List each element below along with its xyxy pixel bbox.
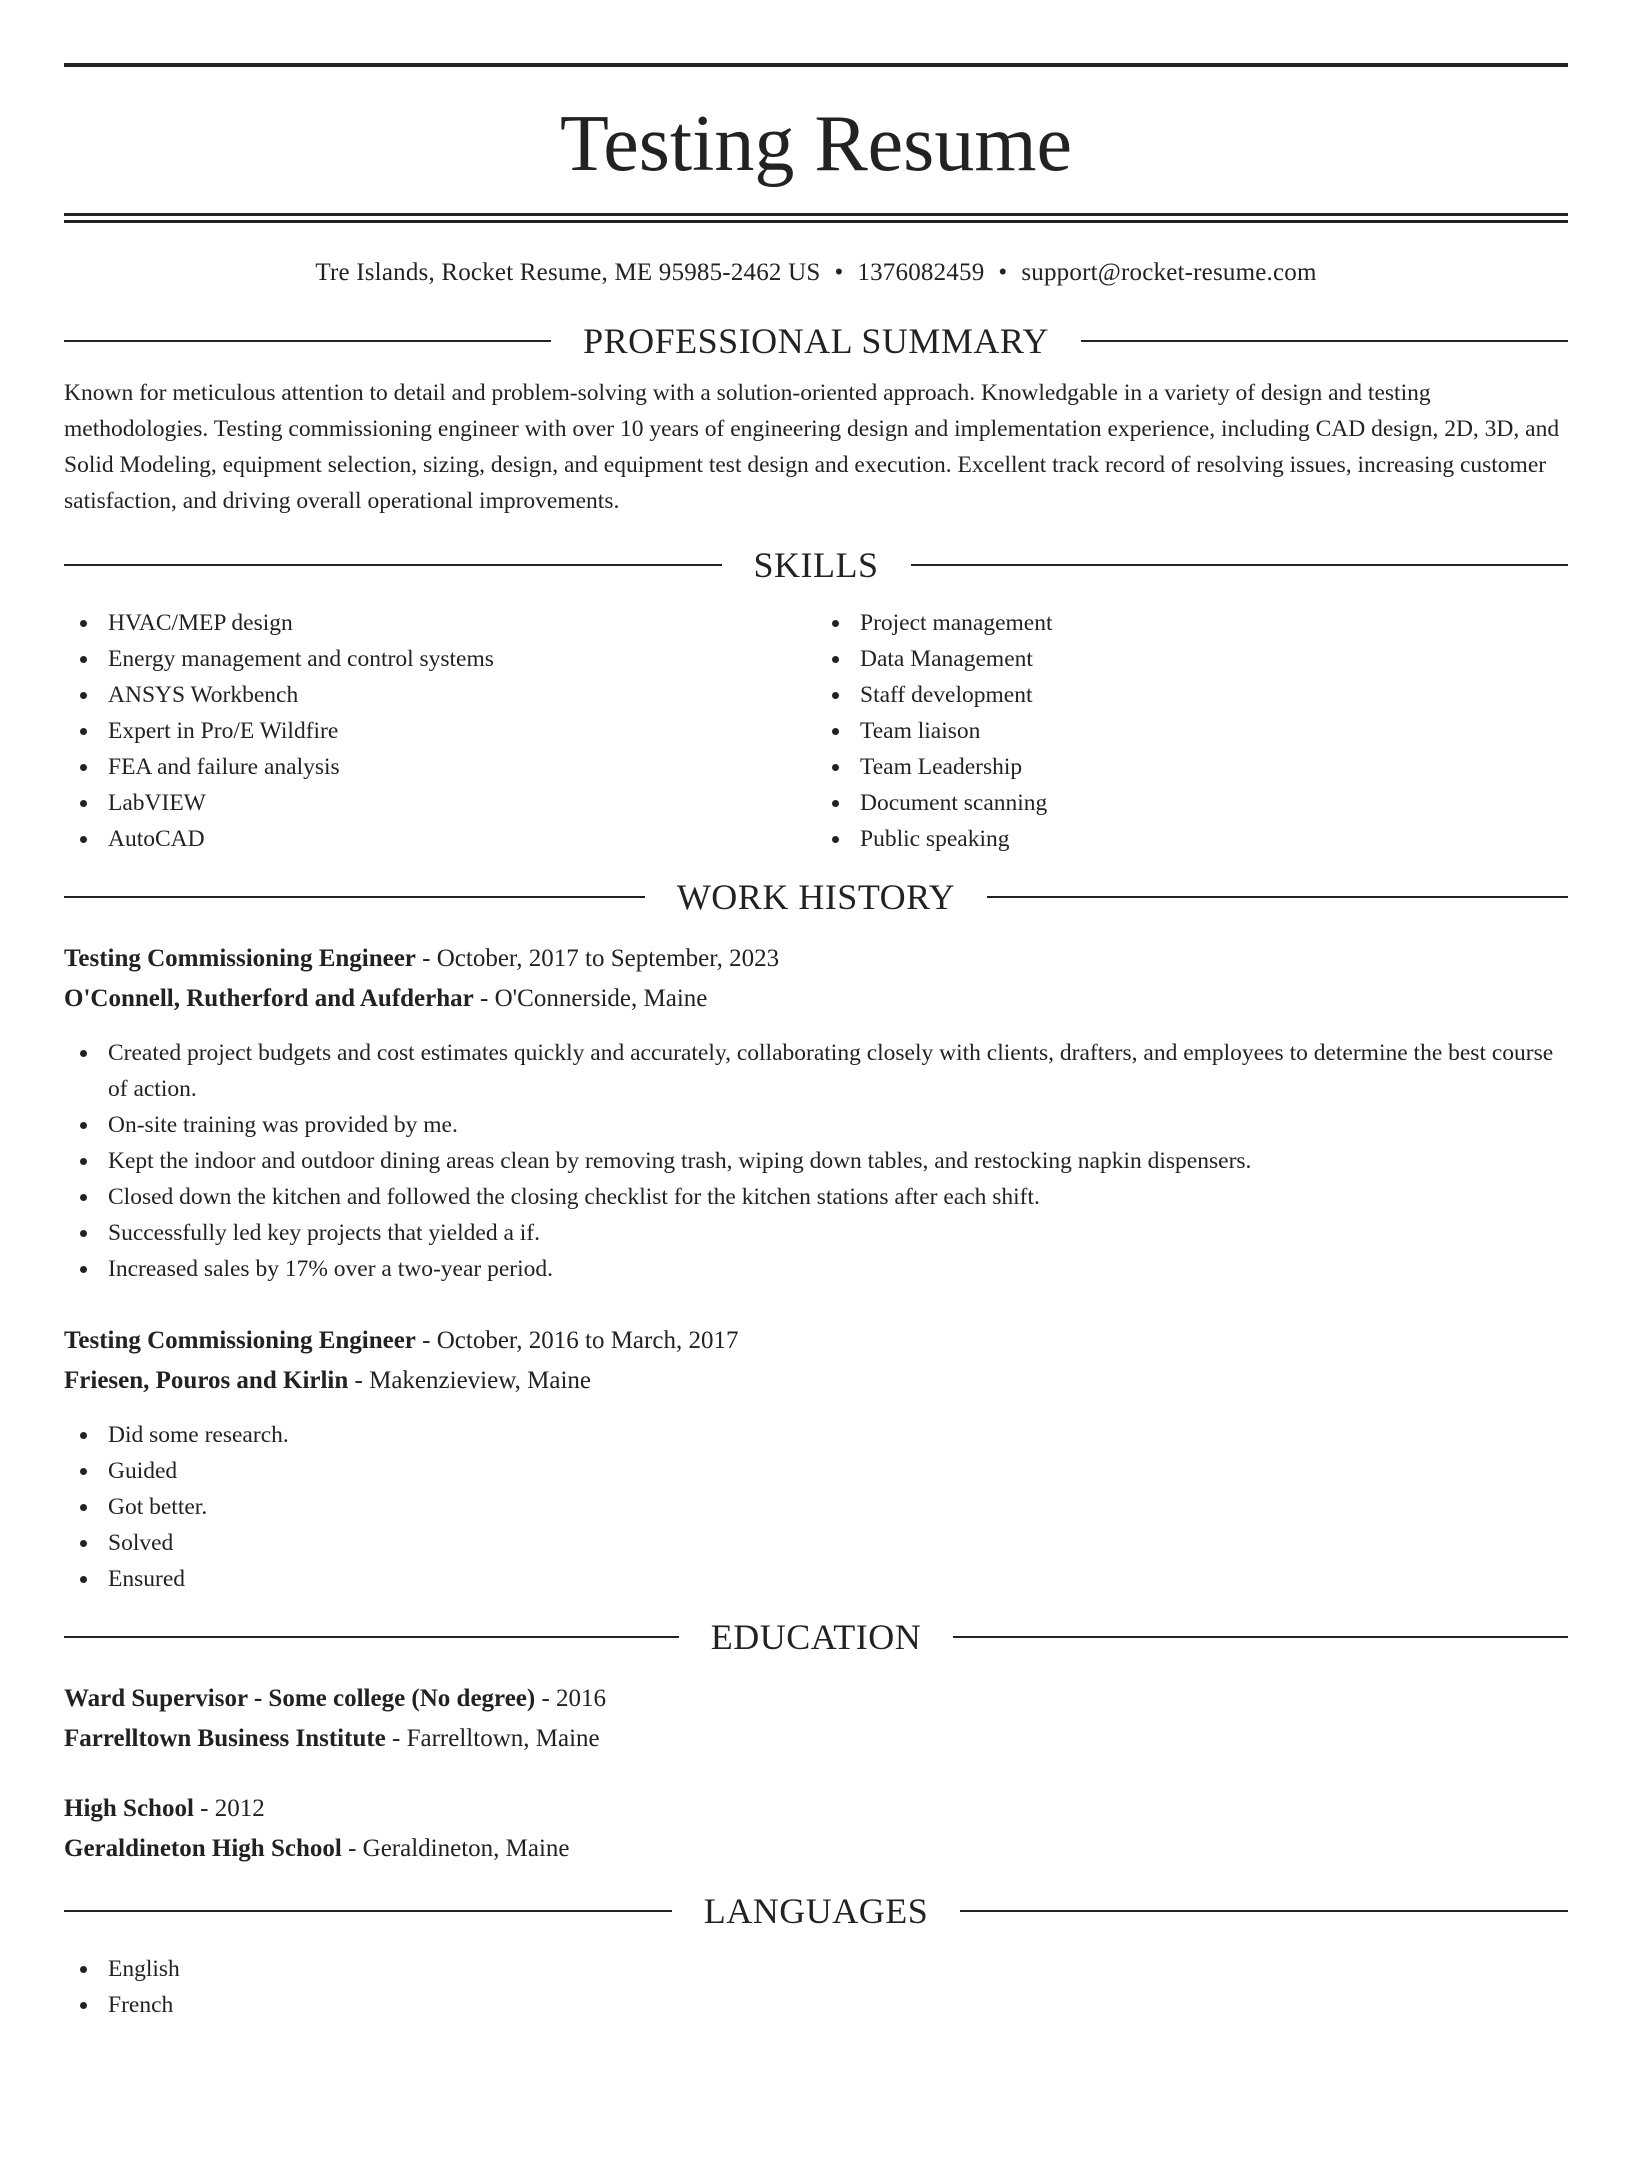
- job-bullet: Did some research.: [64, 1417, 1568, 1453]
- section-rule: [1081, 340, 1568, 342]
- contact-separator: •: [834, 259, 844, 286]
- job-title-line: [64, 1321, 1568, 1361]
- job-location: - Makenzieview, Maine: [348, 1367, 592, 1394]
- contact-address: Tre Islands, Rocket Resume, ME 95985-2462 US: [315, 259, 821, 286]
- job-bullets: [64, 1035, 1568, 1287]
- education-year: - 2016: [535, 1685, 607, 1712]
- job-dates: - October, 2017 to September, 2023: [415, 945, 780, 972]
- job-entry: [64, 939, 1568, 1019]
- job-bullet: On-site training was provided by me.: [64, 1107, 1568, 1143]
- section-rule: [987, 896, 1568, 898]
- job-title: Testing Commissioning Engineer: [64, 1327, 416, 1354]
- section-rule: [953, 1636, 1568, 1638]
- job-title-line: [64, 939, 1568, 979]
- skill-item: LabVIEW: [64, 785, 816, 821]
- skills-grid: [64, 605, 1568, 857]
- section-rule: [64, 1636, 679, 1638]
- section-header-skills: [64, 547, 1568, 583]
- section-rule: [64, 340, 551, 342]
- language-item: French: [64, 1987, 1568, 2023]
- job-bullet: Kept the indoor and outdoor dining areas clean by removing trash, wiping down tables, and restocking napkin dispensers.: [64, 1143, 1568, 1179]
- education-location: - Farrelltown, Maine: [385, 1725, 600, 1752]
- section-title-education: EDUCATION: [710, 1617, 922, 1657]
- job-bullet: Got better.: [64, 1489, 1568, 1525]
- language-item: English: [64, 1951, 1568, 1987]
- languages-list: [64, 1951, 1568, 2023]
- skills-list-right: [816, 605, 1568, 857]
- job-bullets: [64, 1417, 1568, 1597]
- contact-line: [64, 260, 1568, 285]
- top-rule: [64, 63, 1568, 67]
- education-degree-line: [64, 1679, 1568, 1719]
- education-entry: [64, 1679, 1568, 1759]
- skill-item: Staff development: [816, 677, 1568, 713]
- education-degree: High School: [64, 1795, 194, 1822]
- job-bullet: Guided: [64, 1453, 1568, 1489]
- summary-text: Known for meticulous attention to detail and problem-solving with a solution-oriented approach. Knowledgable in a variety of design and testing methodologies. Testing commissioning engineer with over 10 years of engineering design and implementation experience, including CAD design, 2D, 3D, and Solid Modeling, equipment selection, sizing, design, and equipment test design and execution. Excellent track record of resolving issues, increasing customer satisfaction, and driving overall operational improvements.: [64, 380, 1560, 514]
- skills-column-right: [816, 605, 1568, 857]
- job-bullet: Ensured: [64, 1561, 1568, 1597]
- section-header-education: [64, 1619, 1568, 1655]
- job-location: - O'Connerside, Maine: [473, 985, 708, 1012]
- skill-item: Energy management and control systems: [64, 641, 816, 677]
- section-title-summary: PROFESSIONAL SUMMARY: [583, 321, 1049, 361]
- section-title-skills: SKILLS: [753, 545, 879, 585]
- education-school: Farrelltown Business Institute: [64, 1725, 386, 1752]
- skill-item: Team liaison: [816, 713, 1568, 749]
- skill-item: HVAC/MEP design: [64, 605, 816, 641]
- education-school-line: [64, 1829, 1568, 1869]
- resume-page: [0, 63, 1632, 2175]
- skill-item: Team Leadership: [816, 749, 1568, 785]
- double-rule: [64, 213, 1568, 223]
- education-year: - 2012: [193, 1795, 265, 1822]
- section-title-work: WORK HISTORY: [676, 877, 956, 917]
- job-bullet: Solved: [64, 1525, 1568, 1561]
- contact-phone: 1376082459: [857, 259, 985, 286]
- skill-item: Document scanning: [816, 785, 1568, 821]
- section-header-languages: [64, 1893, 1568, 1929]
- skill-item: Public speaking: [816, 821, 1568, 857]
- skill-item: Data Management: [816, 641, 1568, 677]
- contact-separator: •: [998, 259, 1008, 286]
- contact-email: support@rocket-resume.com: [1021, 259, 1317, 286]
- skills-column-left: [64, 605, 816, 857]
- education-entry: [64, 1789, 1568, 1869]
- skill-item: AutoCAD: [64, 821, 816, 857]
- education-school-line: [64, 1719, 1568, 1759]
- education-degree: Ward Supervisor - Some college (No degree): [64, 1685, 536, 1712]
- education-school: Geraldineton High School: [64, 1835, 342, 1862]
- section-header-work: [64, 879, 1568, 915]
- section-rule: [911, 564, 1569, 566]
- job-dates: - October, 2016 to March, 2017: [415, 1327, 739, 1354]
- skills-list-left: [64, 605, 816, 857]
- job-company-line: [64, 979, 1568, 1019]
- skill-item: Project management: [816, 605, 1568, 641]
- job-company-line: [64, 1361, 1568, 1401]
- section-rule: [64, 564, 722, 566]
- job-bullet: Successfully led key projects that yielded a if.: [64, 1215, 1568, 1251]
- job-title: Testing Commissioning Engineer: [64, 945, 416, 972]
- job-company: Friesen, Pouros and Kirlin: [64, 1367, 349, 1394]
- job-bullet: Increased sales by 17% over a two-year period.: [64, 1251, 1568, 1287]
- skill-item: ANSYS Workbench: [64, 677, 816, 713]
- job-entry: [64, 1321, 1568, 1401]
- resume-name: Testing Resume: [559, 100, 1073, 188]
- skill-item: FEA and failure analysis: [64, 749, 816, 785]
- skill-item: Expert in Pro/E Wildfire: [64, 713, 816, 749]
- section-header-summary: [64, 323, 1568, 359]
- education-location: - Geraldineton, Maine: [341, 1835, 570, 1862]
- education-degree-line: [64, 1789, 1568, 1829]
- section-rule: [64, 1910, 672, 1912]
- section-title-languages: LANGUAGES: [703, 1891, 929, 1931]
- section-rule: [64, 896, 645, 898]
- job-company: O'Connell, Rutherford and Aufderhar: [64, 985, 474, 1012]
- job-bullet: Created project budgets and cost estimates quickly and accurately, collaborating closely with clients, drafters, and employees to determine the best course of action.: [64, 1035, 1568, 1107]
- section-rule: [960, 1910, 1568, 1912]
- job-bullet: Closed down the kitchen and followed the closing checklist for the kitchen stations after each shift.: [64, 1179, 1568, 1215]
